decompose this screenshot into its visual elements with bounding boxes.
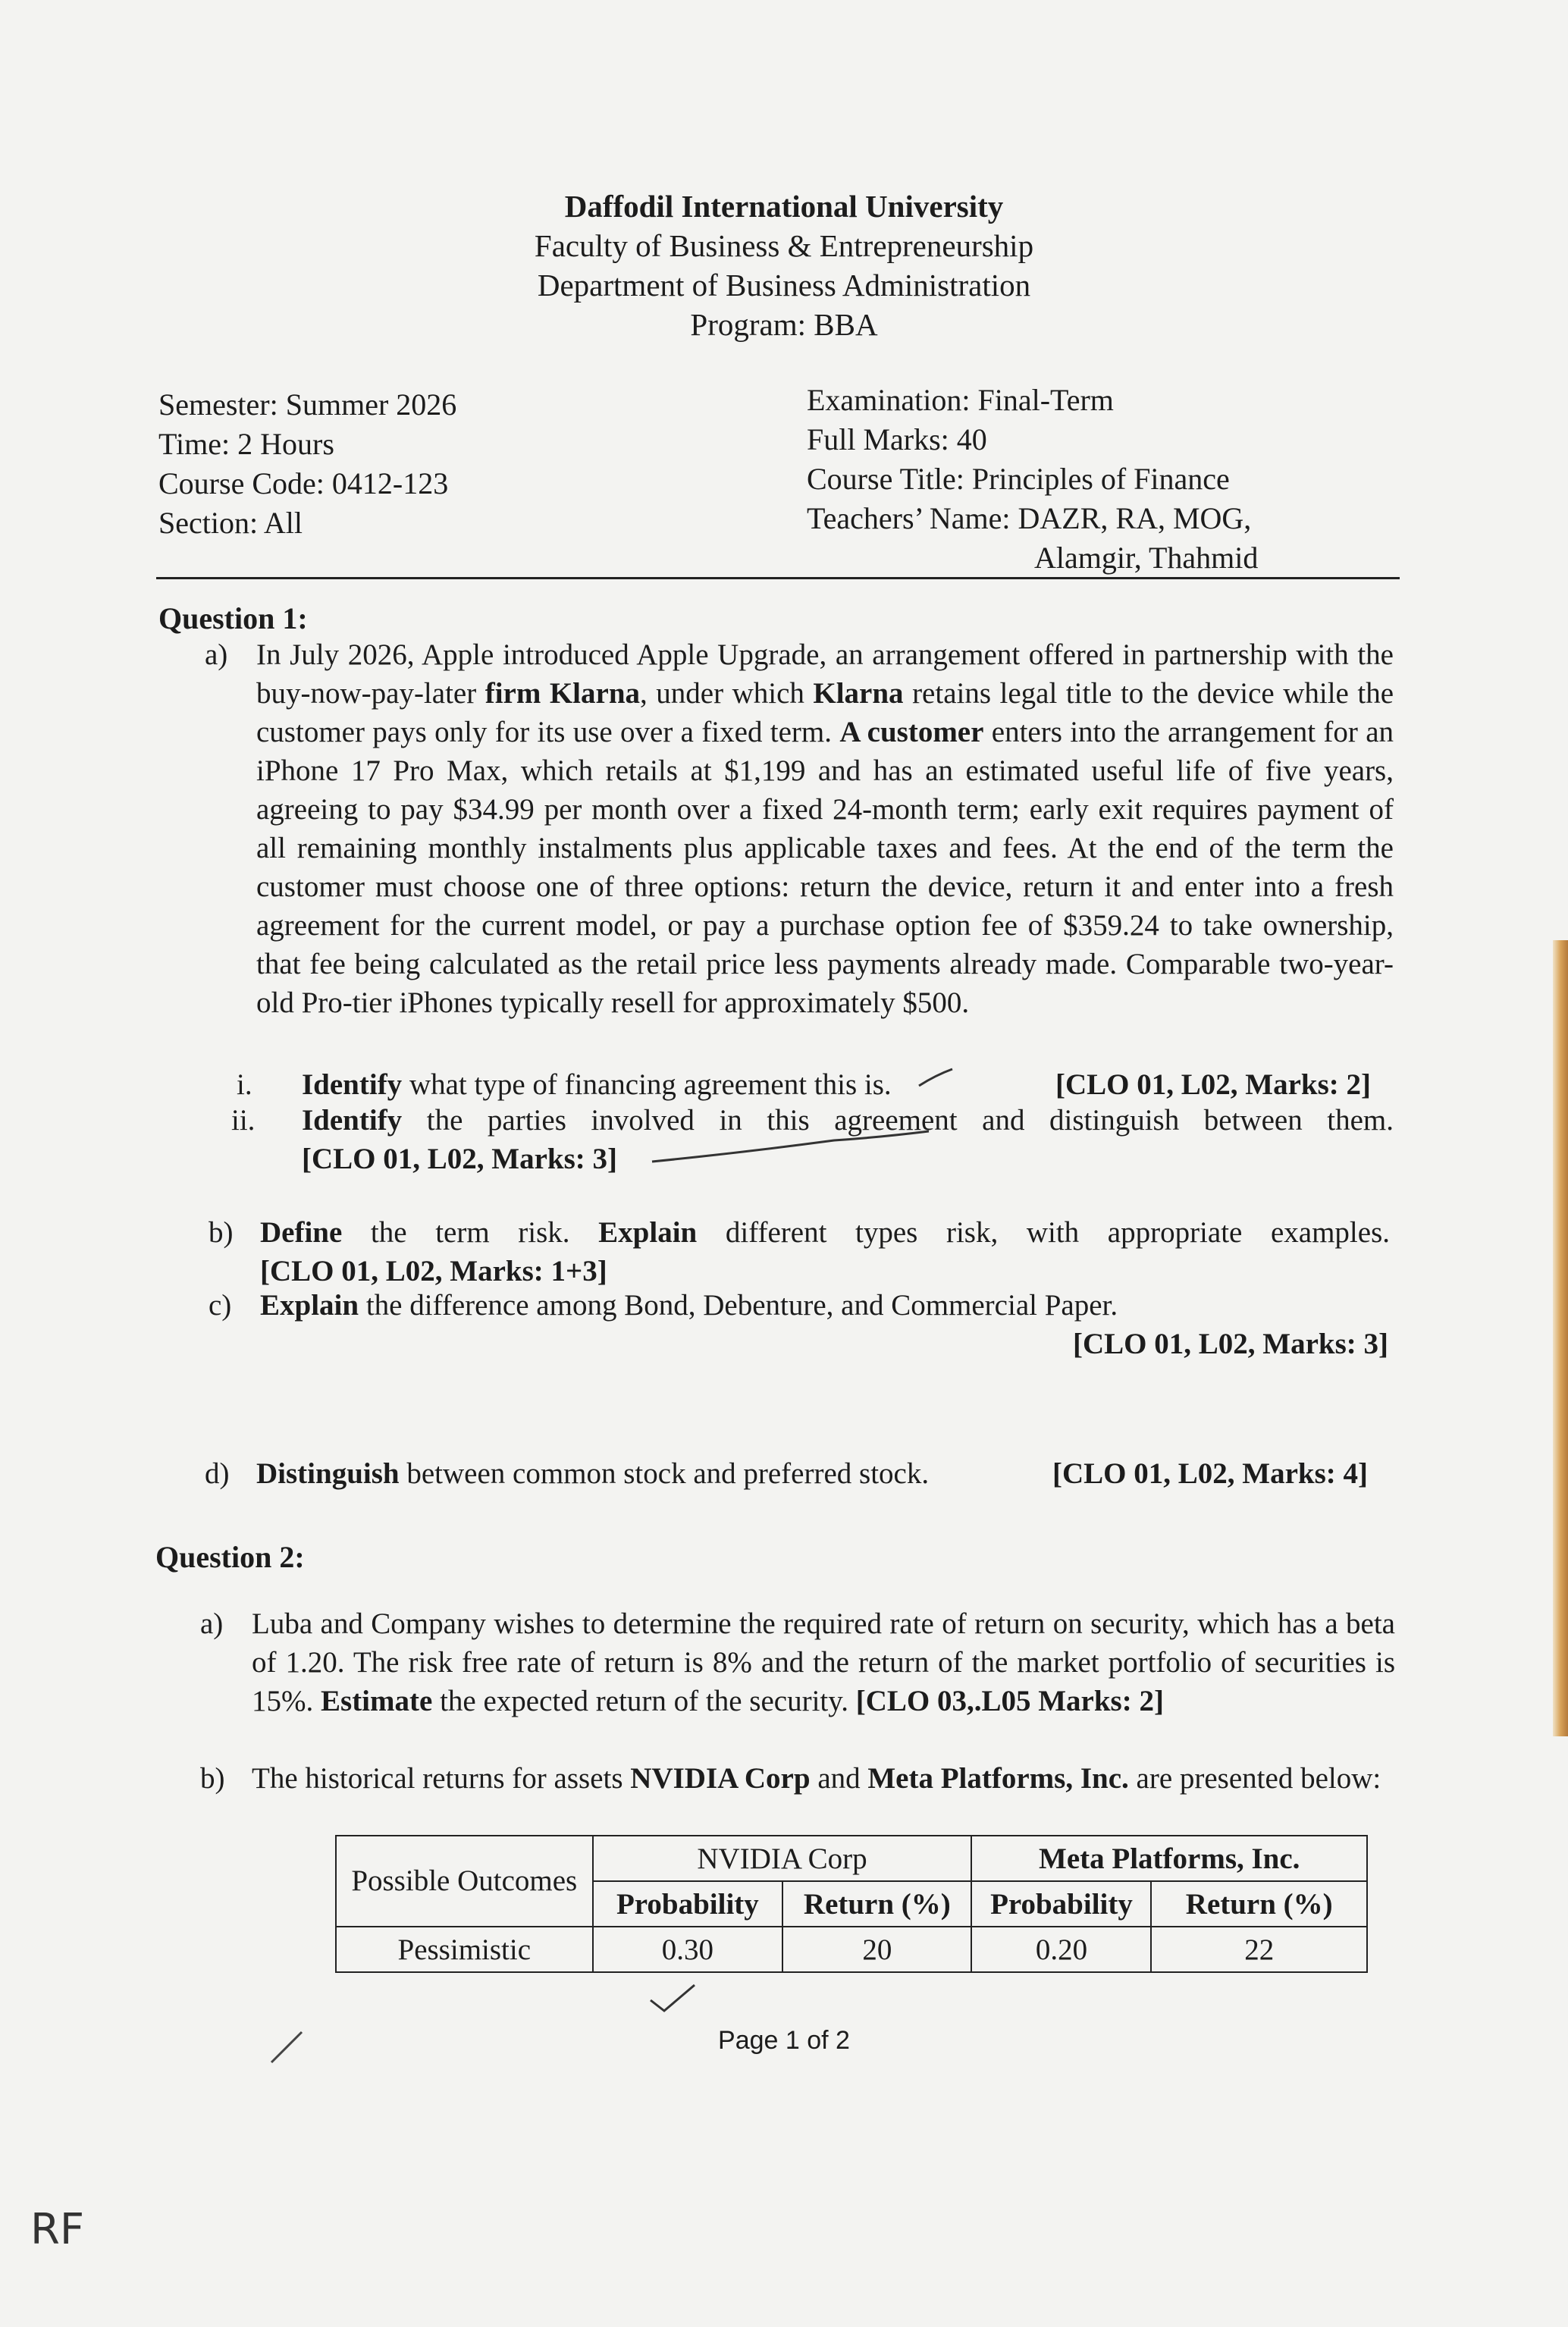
university-name: Daffodil International University [564,189,1004,224]
q1b-label: b) [209,1216,234,1249]
question-2-title: Question 2: [155,1540,305,1574]
course-title: Course Title: Principles of Finance [807,462,1230,496]
pen-underline [652,1131,929,1162]
section: Section: All [158,506,303,540]
q1d-label: d) [205,1457,230,1490]
teachers-name-cont: Alamgir, Thahmid [1034,541,1259,575]
course-code: Course Code: 0412-123 [158,466,449,500]
q1ai-label: i. [237,1068,252,1101]
q1c-marks: [CLO 01, L02, Marks: 3] [1073,1328,1388,1360]
cell-outcome: Pessimistic [336,1927,593,1972]
handwritten-initials: RF [30,2205,85,2254]
q1b-marks: [CLO 01, L02, Marks: 1+3] [260,1255,607,1287]
question-1d: d) Distinguish between common stock and preferred stock. [CLO 01, L02, Marks: 4] [205,1454,1395,1493]
full-marks: Full Marks: 40 [807,422,987,456]
q1a-text: In July 2026, Apple introduced Apple Upgrade, an arrangement offered in partnership with the buy-now-pay-later firm Klarna, under which Klarna retains legal title to the device while the customer pays only for its use over a fixed term. A customer enters into the arrangement for an iPhone 17 Pro Max, which retails at $1,199 and has an estimated useful life of five years, agreeing to pay $34.99 per month over a fixed 24-month term; early exit requires payment of all remaining monthly instalments plus applicable taxes and fees. At the end of the term the customer must choose one of three options: return the device, return it and enter into a fresh agreement for the current model, or pay a purchase option fee of $359.24 to take ownership, that fee being calculated as the retail price less payments already made. Comparable two-year-old Pro-tier iPhones typically resell for approximately $500. [256,638,1394,1019]
header-return-1: Return (%) [782,1881,971,1927]
program-name: Program: BBA [690,307,878,342]
cell-return-1: 20 [782,1927,971,1972]
q2a-marks: [CLO 03,.L05 Marks: 2] [855,1685,1164,1717]
q1d-marks: [CLO 01, L02, Marks: 4] [1052,1457,1368,1490]
q1ai-marks: [CLO 01, L02, Marks: 2] [1055,1068,1371,1101]
time: Time: 2 Hours [158,427,334,461]
header-probability-2: Probability [971,1881,1151,1927]
question-1c: c) Explain the difference among Bond, Debenture, and Commercial Paper. [CLO 01, L02, Marks: 3] [209,1286,1391,1363]
pen-check [651,1985,695,2011]
question-1a-ii: ii. Identify the parties involved in this agreement and distinguish between them. [CLO 01, L02, Marks: 3] [231,1101,1399,1178]
cell-probability-2: 0.20 [971,1927,1151,1972]
q1a-label: a) [205,638,228,671]
question-1a-i: i. Identify what type of financing agreement this is. [CLO 01, L02, Marks: 2] [237,1065,1397,1104]
q2b-label: b) [200,1762,225,1795]
question-1-title: Question 1: [158,601,308,635]
question-2a: a) Luba and Company wishes to determine the required rate of return on security, which has a beta of 1.20. The risk free rate of return is 8% and the return of the market portfolio of securities is 15%. Estimate the expected return of the security. [CLO 03,.L05 Marks: 2] [200,1604,1398,1720]
question-1b: b) Define the term risk. Explain different types risk, with appropriate examples. [CLO 01, L02, Marks: 1+3] [209,1213,1391,1291]
examination: Examination: Final-Term [807,383,1114,417]
cell-return-2: 22 [1151,1927,1367,1972]
semester: Semester: Summer 2026 [158,387,457,422]
q2a-label: a) [200,1607,224,1640]
faculty-name: Faculty of Business & Entrepreneurship [534,228,1034,263]
q1aii-label: ii. [231,1104,256,1137]
page-number: Page 1 of 2 [718,2026,850,2055]
q1c-label: c) [209,1289,232,1322]
department-name: Department of Business Administration [537,268,1031,303]
pen-tick-1 [919,1069,952,1086]
q1aii-marks: [CLO 01, L02, Marks: 3] [302,1143,617,1175]
header-possible-outcomes: Possible Outcomes [336,1836,593,1927]
question-2b: b) The historical returns for assets NVIDIA Corp and Meta Platforms, Inc. are presented below: [200,1759,1398,1798]
header-return-2: Return (%) [1151,1881,1367,1927]
header-probability-1: Probability [593,1881,783,1927]
header-asset-1: NVIDIA Corp [593,1836,972,1881]
teachers-name: Teachers’ Name: DAZR, RA, MOG, [807,501,1252,535]
header-asset-2: Meta Platforms, Inc. [971,1836,1367,1881]
cell-probability-1: 0.30 [593,1927,783,1972]
